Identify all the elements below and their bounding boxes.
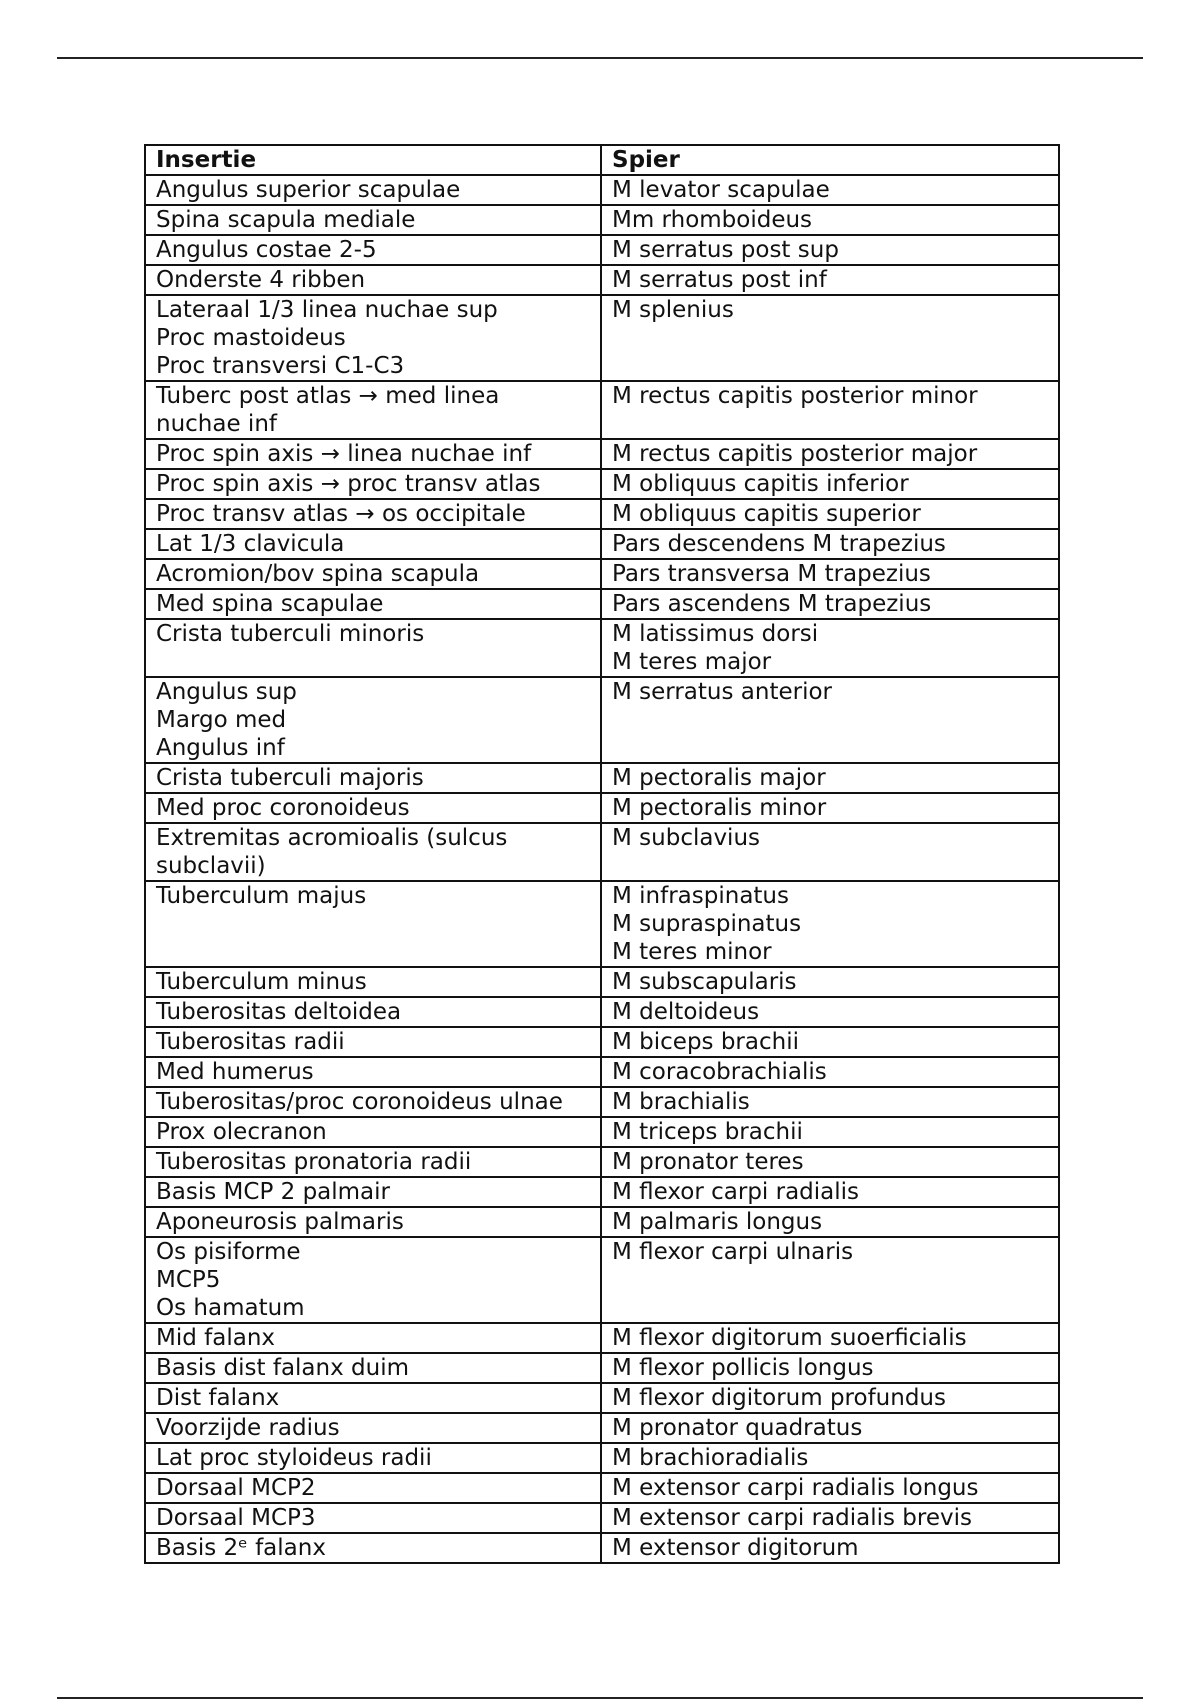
table-row bbox=[145, 1383, 1059, 1413]
insertie-cell bbox=[145, 1207, 601, 1237]
spier-cell bbox=[601, 763, 1059, 793]
spier-cell bbox=[601, 1473, 1059, 1503]
table-row bbox=[145, 763, 1059, 793]
cell-line: M palmaris longus bbox=[612, 1209, 823, 1235]
table-row bbox=[145, 1533, 1059, 1563]
cell-line: Angulus sup bbox=[156, 679, 297, 705]
cell-line: Mm rhomboideus bbox=[612, 207, 813, 233]
cell-line: M pronator quadratus bbox=[612, 1415, 863, 1441]
insertie-cell bbox=[145, 1177, 601, 1207]
cell-line: M supraspinatus bbox=[612, 911, 802, 937]
table-row bbox=[145, 997, 1059, 1027]
table-row bbox=[145, 1473, 1059, 1503]
insertie-cell bbox=[145, 175, 601, 205]
cell-line: M infraspinatus bbox=[612, 883, 789, 909]
cell-line: Extremitas acromioalis (sulcus subclavii) bbox=[156, 825, 508, 879]
cell-line: Crista tuberculi majoris bbox=[156, 765, 424, 791]
cell-line: Dorsaal MCP3 bbox=[156, 1505, 316, 1531]
insertie-cell bbox=[145, 381, 601, 439]
cell-line: Tuberositas radii bbox=[156, 1029, 345, 1055]
cell-line: Aponeurosis palmaris bbox=[156, 1209, 404, 1235]
table-row bbox=[145, 619, 1059, 677]
insertie-cell bbox=[145, 967, 601, 997]
spier-cell bbox=[601, 1443, 1059, 1473]
column-header-insertie: Insertie bbox=[145, 145, 601, 175]
table-row bbox=[145, 205, 1059, 235]
spier-cell bbox=[601, 295, 1059, 381]
spier-cell bbox=[601, 1503, 1059, 1533]
cell-line: Med spina scapulae bbox=[156, 591, 384, 617]
cell-line: M serratus post inf bbox=[612, 267, 827, 293]
cell-line: Lat proc styloideus radii bbox=[156, 1445, 432, 1471]
insertie-cell bbox=[145, 1057, 601, 1087]
insertie-cell bbox=[145, 677, 601, 763]
spier-cell bbox=[601, 235, 1059, 265]
cell-line: M pectoralis minor bbox=[612, 795, 827, 821]
header-rule bbox=[57, 57, 1143, 59]
insertie-cell bbox=[145, 1413, 601, 1443]
cell-line: M latissimus dorsi bbox=[612, 621, 819, 647]
table-row bbox=[145, 677, 1059, 763]
insertie-cell bbox=[145, 1533, 601, 1563]
cell-line: M obliquus capitis superior bbox=[612, 501, 921, 527]
insertie-cell bbox=[145, 205, 601, 235]
cell-line: M flexor digitorum suoerficialis bbox=[612, 1325, 967, 1351]
insertion-table bbox=[144, 144, 1060, 1564]
cell-line: Angulus superior scapulae bbox=[156, 177, 461, 203]
cell-line: Tuberositas pronatoria radii bbox=[156, 1149, 472, 1175]
spier-cell bbox=[601, 499, 1059, 529]
spier-cell bbox=[601, 1323, 1059, 1353]
table-row bbox=[145, 793, 1059, 823]
insertie-cell bbox=[145, 589, 601, 619]
spier-cell bbox=[601, 1177, 1059, 1207]
cell-line: M serratus post sup bbox=[612, 237, 839, 263]
table-row bbox=[145, 381, 1059, 439]
column-header-spier: Spier bbox=[601, 145, 1059, 175]
spier-cell bbox=[601, 1207, 1059, 1237]
spier-cell bbox=[601, 529, 1059, 559]
cell-line: Tuberculum majus bbox=[156, 883, 367, 909]
table-row bbox=[145, 1207, 1059, 1237]
table-row bbox=[145, 175, 1059, 205]
spier-cell bbox=[601, 1353, 1059, 1383]
cell-line: M extensor carpi radialis longus bbox=[612, 1475, 979, 1501]
cell-line: M levator scapulae bbox=[612, 177, 830, 203]
insertie-cell bbox=[145, 619, 601, 677]
spier-cell bbox=[601, 439, 1059, 469]
spier-cell bbox=[601, 677, 1059, 763]
spier-cell bbox=[601, 381, 1059, 439]
cell-line: M rectus capitis posterior minor bbox=[612, 383, 978, 409]
cell-line: Onderste 4 ribben bbox=[156, 267, 366, 293]
spier-cell bbox=[601, 1147, 1059, 1177]
table-row bbox=[145, 1177, 1059, 1207]
cell-line: Voorzijde radius bbox=[156, 1415, 340, 1441]
insertie-cell bbox=[145, 1443, 601, 1473]
spier-cell bbox=[601, 1383, 1059, 1413]
insertie-cell bbox=[145, 559, 601, 589]
table-row bbox=[145, 881, 1059, 967]
cell-line: M flexor carpi radialis bbox=[612, 1179, 860, 1205]
table-row bbox=[145, 589, 1059, 619]
cell-line: M biceps brachii bbox=[612, 1029, 799, 1055]
table-row bbox=[145, 967, 1059, 997]
cell-line: M flexor digitorum profundus bbox=[612, 1385, 946, 1411]
cell-line: M brachialis bbox=[612, 1089, 750, 1115]
insertie-cell bbox=[145, 1353, 601, 1383]
table-row bbox=[145, 499, 1059, 529]
cell-line: M teres major bbox=[612, 649, 772, 675]
spier-cell bbox=[601, 793, 1059, 823]
insertie-cell bbox=[145, 1383, 601, 1413]
table-row bbox=[145, 529, 1059, 559]
spier-cell bbox=[601, 175, 1059, 205]
cell-line: Basis MCP 2 palmair bbox=[156, 1179, 390, 1205]
insertie-cell bbox=[145, 469, 601, 499]
cell-line: Mid falanx bbox=[156, 1325, 276, 1351]
cell-line: M extensor digitorum bbox=[612, 1535, 859, 1561]
cell-line: Proc mastoideus bbox=[156, 325, 346, 351]
insertie-cell bbox=[145, 295, 601, 381]
cell-line: Angulus costae 2-5 bbox=[156, 237, 377, 263]
cell-line: Os pisiforme bbox=[156, 1239, 301, 1265]
cell-line: Proc transv atlas → os occipitale bbox=[156, 501, 526, 527]
spier-cell bbox=[601, 1237, 1059, 1323]
cell-line: Spina scapula mediale bbox=[156, 207, 416, 233]
cell-line: M extensor carpi radialis brevis bbox=[612, 1505, 972, 1531]
insertie-cell bbox=[145, 265, 601, 295]
table-row bbox=[145, 295, 1059, 381]
cell-line: M brachioradialis bbox=[612, 1445, 809, 1471]
spier-cell bbox=[601, 1087, 1059, 1117]
insertie-cell bbox=[145, 235, 601, 265]
cell-line: M teres minor bbox=[612, 939, 772, 965]
cell-line: Lat 1/3 clavicula bbox=[156, 531, 345, 557]
spier-cell bbox=[601, 967, 1059, 997]
insertie-cell bbox=[145, 1027, 601, 1057]
cell-line: M obliquus capitis inferior bbox=[612, 471, 909, 497]
cell-line: M serratus anterior bbox=[612, 679, 832, 705]
insertie-cell bbox=[145, 1237, 601, 1323]
cell-line: M deltoideus bbox=[612, 999, 760, 1025]
cell-line: Proc transversi C1-C3 bbox=[156, 353, 405, 379]
cell-line: Tuberculum minus bbox=[156, 969, 367, 995]
insertie-cell bbox=[145, 1473, 601, 1503]
table-row bbox=[145, 1087, 1059, 1117]
insertie-cell bbox=[145, 1117, 601, 1147]
cell-line: Basis 2ᵉ falanx bbox=[156, 1535, 326, 1561]
cell-line: Dorsaal MCP2 bbox=[156, 1475, 316, 1501]
table-row bbox=[145, 1443, 1059, 1473]
table-row bbox=[145, 439, 1059, 469]
cell-line: Proc spin axis → proc transv atlas bbox=[156, 471, 541, 497]
cell-line: Crista tuberculi minoris bbox=[156, 621, 425, 647]
insertie-cell bbox=[145, 793, 601, 823]
table-row bbox=[145, 1237, 1059, 1323]
cell-line: M flexor carpi ulnaris bbox=[612, 1239, 854, 1265]
spier-cell bbox=[601, 823, 1059, 881]
spier-cell bbox=[601, 265, 1059, 295]
footer-rule bbox=[57, 1697, 1143, 1699]
table-row bbox=[145, 1503, 1059, 1533]
table-row bbox=[145, 1353, 1059, 1383]
spier-cell bbox=[601, 559, 1059, 589]
cell-line: Acromion/bov spina scapula bbox=[156, 561, 480, 587]
table-body bbox=[145, 175, 1059, 1563]
table-row bbox=[145, 823, 1059, 881]
cell-line: Pars transversa M trapezius bbox=[612, 561, 931, 587]
insertie-cell bbox=[145, 439, 601, 469]
spier-cell bbox=[601, 1533, 1059, 1563]
cell-line: Tuberositas/proc coronoideus ulnae bbox=[156, 1089, 563, 1115]
table-header-row bbox=[145, 145, 1059, 175]
cell-line: MCP5 bbox=[156, 1267, 221, 1293]
spier-cell bbox=[601, 881, 1059, 967]
cell-line: M pectoralis major bbox=[612, 765, 826, 791]
cell-line: Dist falanx bbox=[156, 1385, 280, 1411]
spier-cell bbox=[601, 589, 1059, 619]
spier-cell bbox=[601, 1057, 1059, 1087]
cell-line: M subclavius bbox=[612, 825, 761, 851]
insertie-cell bbox=[145, 499, 601, 529]
insertie-cell bbox=[145, 1147, 601, 1177]
cell-line: Basis dist falanx duim bbox=[156, 1355, 409, 1381]
insertie-cell bbox=[145, 529, 601, 559]
table-row bbox=[145, 1057, 1059, 1087]
insertie-cell bbox=[145, 763, 601, 793]
cell-line: Angulus inf bbox=[156, 735, 285, 761]
insertie-cell bbox=[145, 1087, 601, 1117]
cell-line: M flexor pollicis longus bbox=[612, 1355, 874, 1381]
table-row bbox=[145, 265, 1059, 295]
spier-cell bbox=[601, 997, 1059, 1027]
cell-line: Prox olecranon bbox=[156, 1119, 327, 1145]
cell-line: Os hamatum bbox=[156, 1295, 305, 1321]
cell-line: Pars descendens M trapezius bbox=[612, 531, 946, 557]
table-row bbox=[145, 1147, 1059, 1177]
table-row bbox=[145, 469, 1059, 499]
spier-cell bbox=[601, 469, 1059, 499]
cell-line: M pronator teres bbox=[612, 1149, 804, 1175]
cell-line: M triceps brachii bbox=[612, 1119, 803, 1145]
cell-line: Lateraal 1/3 linea nuchae sup bbox=[156, 297, 498, 323]
insertie-cell bbox=[145, 881, 601, 967]
spier-cell bbox=[601, 205, 1059, 235]
table-row bbox=[145, 1117, 1059, 1147]
insertie-cell bbox=[145, 997, 601, 1027]
spier-cell bbox=[601, 619, 1059, 677]
cell-line: M rectus capitis posterior major bbox=[612, 441, 978, 467]
insertie-cell bbox=[145, 1503, 601, 1533]
cell-line: Margo med bbox=[156, 707, 287, 733]
table-row bbox=[145, 1027, 1059, 1057]
spier-cell bbox=[601, 1413, 1059, 1443]
cell-line: M subscapularis bbox=[612, 969, 797, 995]
insertie-cell bbox=[145, 823, 601, 881]
cell-line: Proc spin axis → linea nuchae inf bbox=[156, 441, 532, 467]
cell-line: M coracobrachialis bbox=[612, 1059, 827, 1085]
cell-line: M splenius bbox=[612, 297, 734, 323]
cell-line: Tuberositas deltoidea bbox=[156, 999, 402, 1025]
cell-line: Med proc coronoideus bbox=[156, 795, 410, 821]
spier-cell bbox=[601, 1027, 1059, 1057]
cell-line: Med humerus bbox=[156, 1059, 314, 1085]
table-row bbox=[145, 1413, 1059, 1443]
table-row bbox=[145, 1323, 1059, 1353]
table-row bbox=[145, 559, 1059, 589]
insertie-cell bbox=[145, 1323, 601, 1353]
cell-line: Pars ascendens M trapezius bbox=[612, 591, 932, 617]
spier-cell bbox=[601, 1117, 1059, 1147]
table-row bbox=[145, 235, 1059, 265]
cell-line: Tuberc post atlas → med linea nuchae inf bbox=[156, 383, 500, 437]
